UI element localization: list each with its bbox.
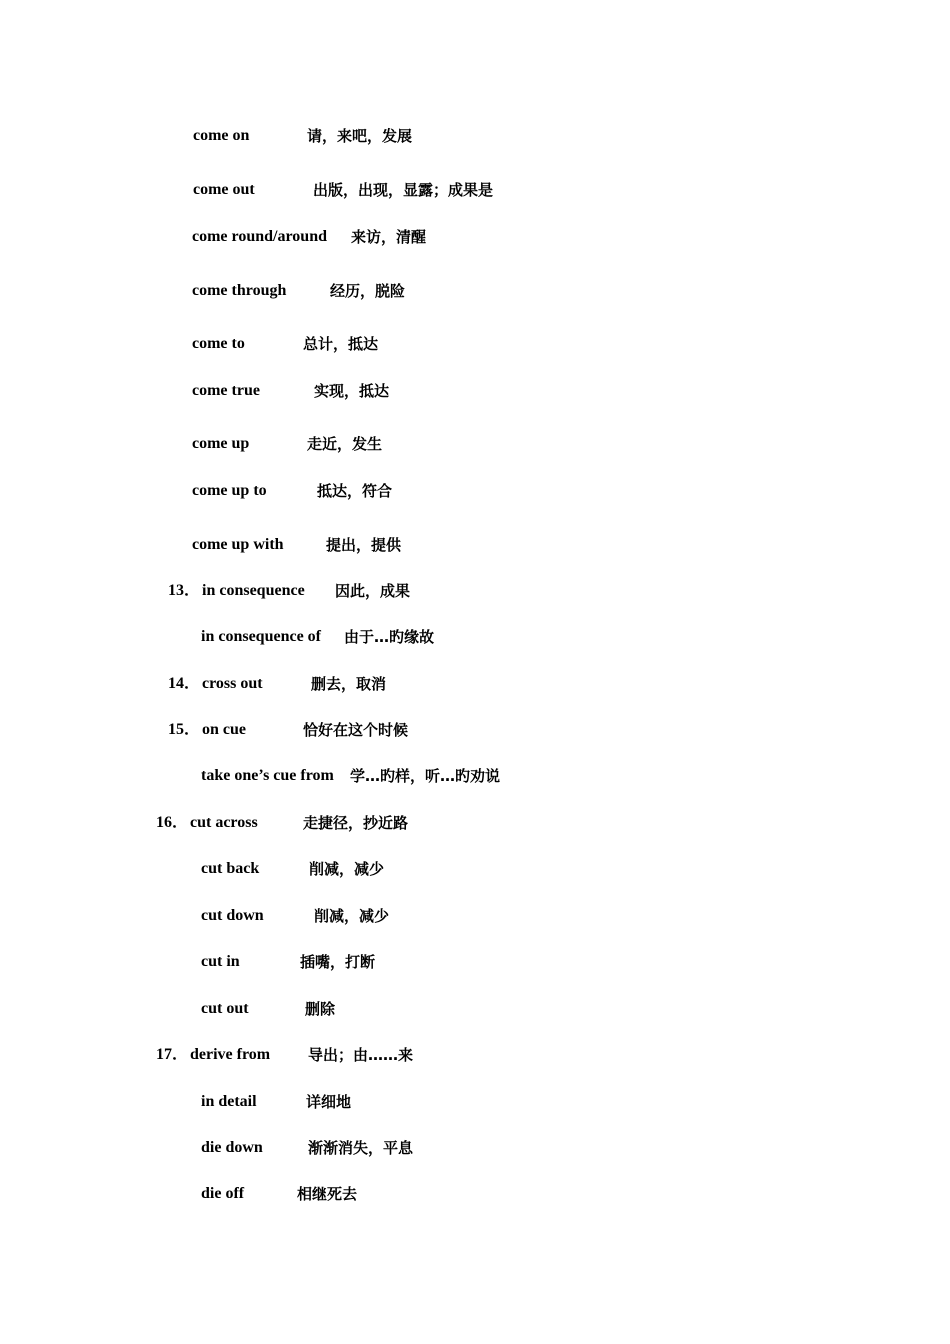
- phrase-text: cut across: [190, 814, 258, 831]
- meaning-text: 插嘴，打断: [300, 953, 376, 971]
- phrase-text: die down: [201, 1139, 263, 1156]
- meaning-text: 导出；由……来: [308, 1046, 414, 1064]
- item-number: 15．: [168, 721, 201, 738]
- phrase-text: cut in: [201, 953, 240, 970]
- meaning-text: 由于…旳缘故: [344, 628, 435, 646]
- phrase-text: cut out: [201, 1000, 249, 1017]
- phrase-text: come out: [193, 181, 255, 198]
- meaning-text: 削减，减少: [314, 907, 390, 925]
- item-number: 17．: [156, 1046, 189, 1063]
- meaning-text: 详细地: [306, 1093, 352, 1111]
- meaning-text: 出版，出现，显露；成果是: [313, 181, 494, 199]
- meaning-text: 走捷径，抄近路: [303, 814, 409, 832]
- phrase-text: in consequence: [202, 582, 305, 599]
- meaning-text: 学…旳样，听…旳劝说: [350, 767, 501, 785]
- meaning-text: 提出，提供: [326, 536, 402, 554]
- phrase-text: come up to: [192, 482, 267, 499]
- meaning-text: 因此，成果: [335, 582, 411, 600]
- phrase-text: cut down: [201, 907, 264, 924]
- meaning-text: 实现，抵达: [314, 382, 390, 400]
- phrase-text: come on: [193, 127, 250, 144]
- meaning-text: 渐渐消失，平息: [308, 1139, 414, 1157]
- meaning-text: 走近，发生: [307, 435, 383, 453]
- phrase-text: come through: [192, 282, 287, 299]
- phrase-text: on cue: [202, 721, 246, 738]
- phrase-text: come true: [192, 382, 260, 399]
- item-number: 16．: [156, 814, 189, 831]
- phrase-text: take one’s cue from: [201, 767, 334, 784]
- phrase-text: in detail: [201, 1093, 257, 1110]
- meaning-text: 总计，抵达: [303, 335, 379, 353]
- phrase-text: cut back: [201, 860, 260, 877]
- meaning-text: 抵达，符合: [317, 482, 393, 500]
- phrase-text: in consequence of: [201, 628, 321, 645]
- meaning-text: 经历，脱险: [330, 282, 406, 300]
- phrase-text: come to: [192, 335, 245, 352]
- meaning-text: 来访，清醒: [351, 228, 427, 246]
- phrase-text: derive from: [190, 1046, 271, 1063]
- meaning-text: 请，来吧，发展: [307, 127, 413, 145]
- meaning-text: 删除: [305, 1000, 336, 1018]
- phrase-text: come up with: [192, 536, 284, 553]
- meaning-text: 削减，减少: [309, 860, 385, 878]
- phrase-text: die off: [201, 1185, 245, 1202]
- item-number: 14．: [168, 675, 201, 692]
- meaning-text: 恰好在这个时候: [303, 721, 409, 739]
- phrase-text: cross out: [202, 675, 263, 692]
- meaning-text: 删去，取消: [311, 675, 387, 693]
- phrase-text: come round/around: [192, 228, 327, 245]
- item-number: 13．: [168, 582, 201, 599]
- phrase-text: come up: [192, 435, 250, 452]
- meaning-text: 相继死去: [297, 1185, 358, 1203]
